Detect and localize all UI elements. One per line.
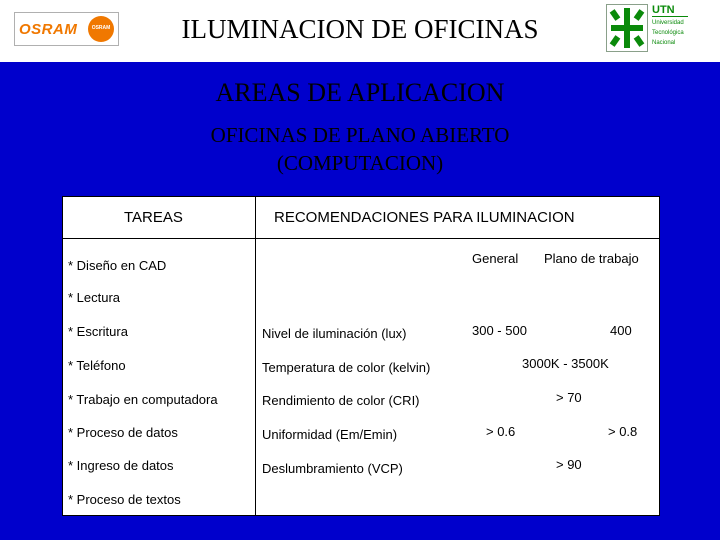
tarea-item: * Ingreso de datos bbox=[68, 458, 174, 473]
utn-logo-icon bbox=[606, 4, 648, 52]
value-lux-general: 300 - 500 bbox=[472, 323, 527, 338]
value-vcp: > 90 bbox=[556, 457, 582, 472]
parameter-label: Deslumbramiento (VCP) bbox=[262, 461, 403, 476]
osram-logo-badge: OSRAM bbox=[91, 25, 111, 31]
tarea-item: * Diseño en CAD bbox=[68, 258, 167, 273]
table-column-divider bbox=[255, 196, 256, 516]
osram-logo-icon bbox=[88, 16, 114, 42]
utn-logo-text bbox=[652, 4, 714, 47]
subheader-plano-de-trabajo: Plano de trabajo bbox=[544, 251, 639, 266]
tarea-item: * Proceso de datos bbox=[68, 425, 178, 440]
parameter-label: Rendimiento de color (CRI) bbox=[262, 393, 420, 408]
utn-logo-line: Nacional bbox=[652, 40, 676, 46]
value-uniformidad-general: > 0.6 bbox=[486, 424, 516, 439]
parameter-label: Temperatura de color (kelvin) bbox=[262, 360, 431, 375]
tarea-item: * Trabajo en computadora bbox=[68, 392, 218, 407]
subheading-line-2: (COMPUTACION) bbox=[276, 151, 444, 175]
section-heading: AREAS DE APLICACION bbox=[215, 78, 505, 107]
value-temperatura: 3000K - 3500K bbox=[522, 356, 609, 371]
column-header-recomendaciones: RECOMENDACIONES PARA ILUMINACION bbox=[274, 209, 575, 226]
parameter-label: Nivel de iluminación (lux) bbox=[262, 326, 407, 341]
osram-logo bbox=[14, 12, 119, 46]
tarea-item: * Lectura bbox=[68, 290, 121, 305]
utn-logo-name: UTN bbox=[652, 4, 688, 17]
subheader-general: General bbox=[472, 251, 519, 266]
column-header-tareas: TAREAS bbox=[124, 209, 183, 226]
tarea-item: * Escritura bbox=[68, 324, 128, 339]
table-header-divider bbox=[62, 238, 660, 239]
tarea-item: * Proceso de textos bbox=[68, 492, 181, 507]
osram-logo-word: OSRAM bbox=[19, 21, 78, 38]
value-uniformidad-plano: > 0.8 bbox=[608, 424, 638, 439]
parameter-label: Uniformidad (Em/Emin) bbox=[262, 427, 398, 442]
value-cri: > 70 bbox=[556, 390, 582, 405]
utn-logo-line: Universidad bbox=[652, 20, 684, 26]
page-title: ILUMINACION DE OFICINAS bbox=[181, 14, 539, 44]
subheading-line-1: OFICINAS DE PLANO ABIERTO bbox=[210, 123, 510, 147]
header-bar bbox=[0, 0, 720, 62]
tarea-item: * Teléfono bbox=[68, 358, 126, 373]
value-lux-plano: 400 bbox=[610, 323, 632, 338]
section-subheading bbox=[0, 121, 720, 177]
utn-logo-line: Tecnológica bbox=[652, 30, 684, 36]
